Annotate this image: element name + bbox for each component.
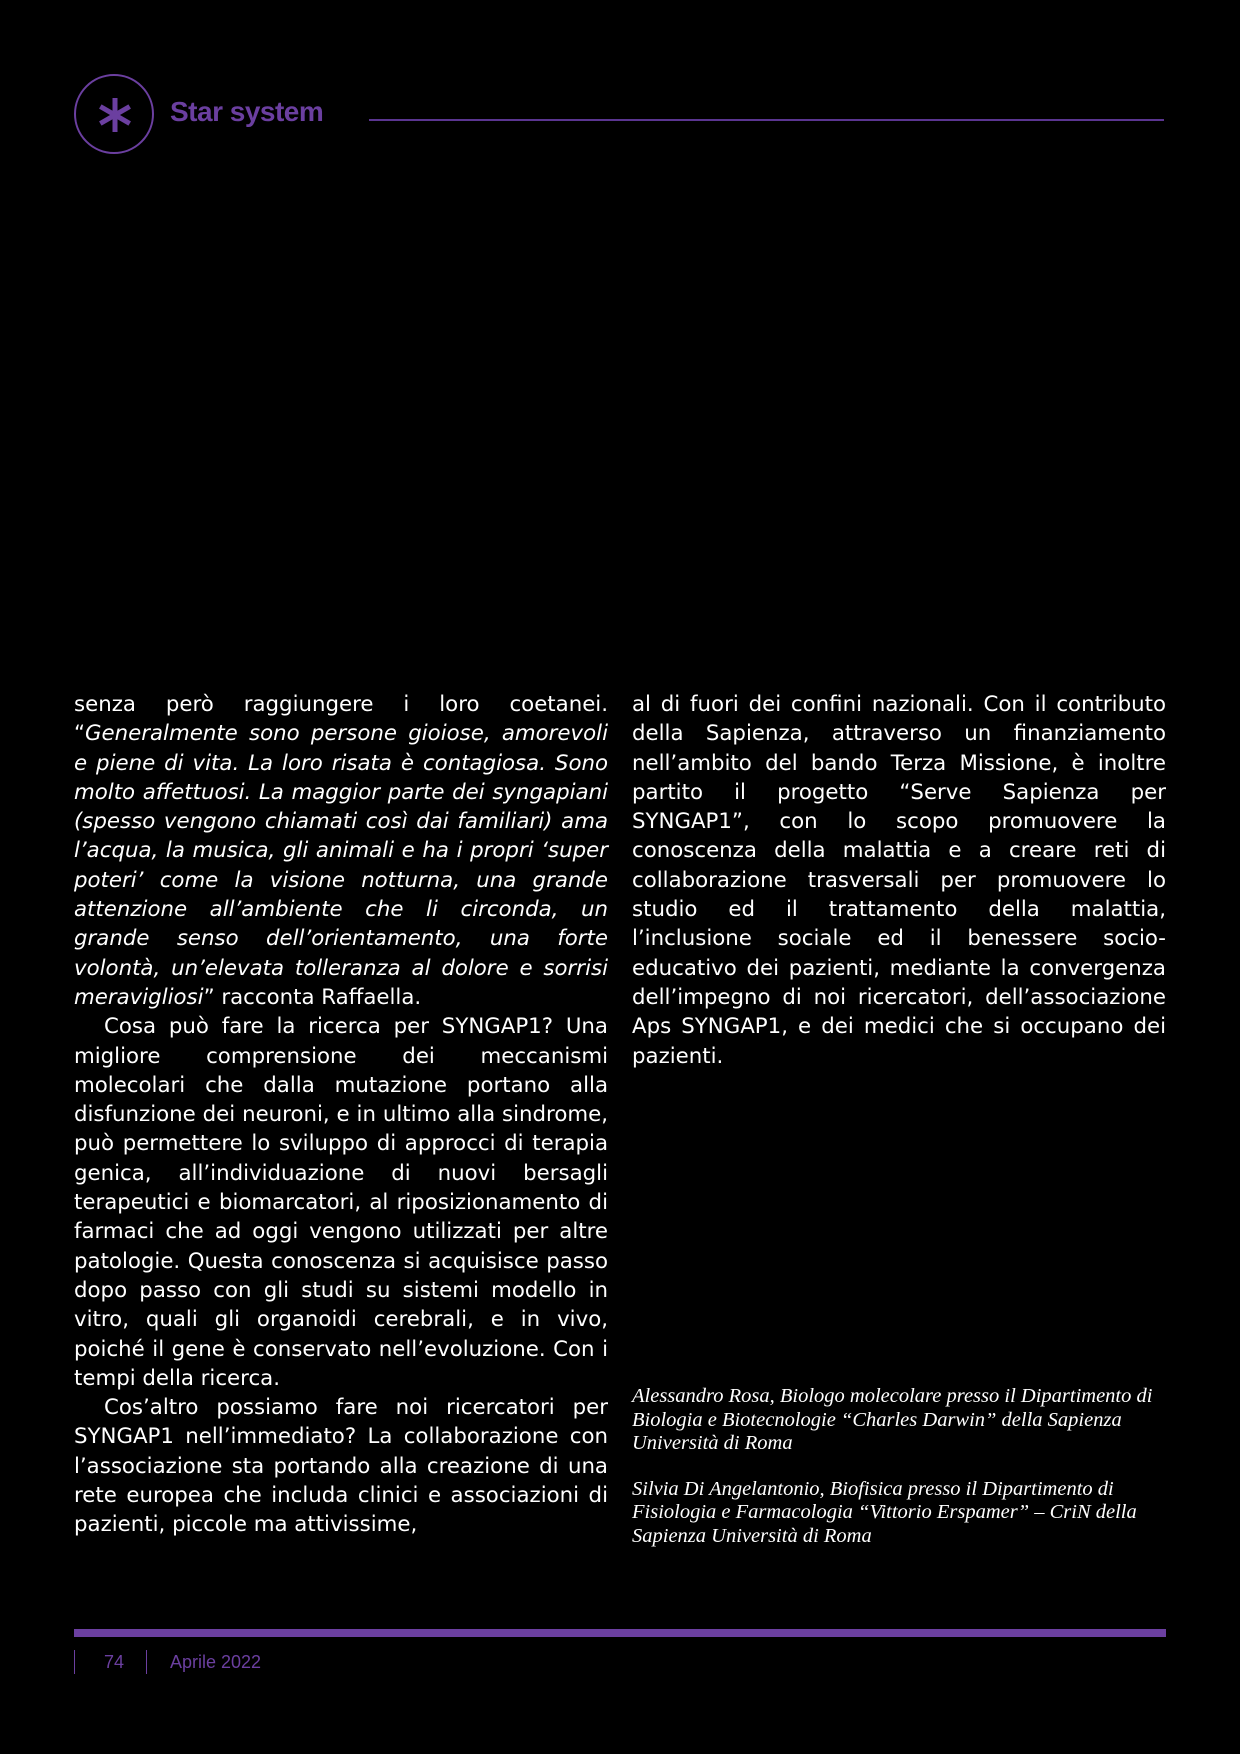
article-column-right (632, 690, 1166, 1110)
section-title: Star system (170, 96, 324, 127)
quote: Generalmente sono persone gioiose, amorevoli e piene di vita. La loro risata è contagiosa. Sono molto affettuosi. La maggior parte dei syngapiani (spesso vengono chiamati così dai familiari) ama l’acqua, la musica, gli animali e ha i propri ‘super poteri’ come la visione notturna, una grande attenzione all’ambiente che li circonda, un grande senso dell’orientamento, una forte volontà, un’elevata tolleranza al dolore e sorrisi meravigliosi (74, 721, 608, 1010)
footer-bar (74, 1629, 1166, 1637)
header-divider (369, 119, 1164, 121)
article-image-area (74, 180, 1164, 680)
paragraph: Cosa può fare la ricerca per SYNGAP1? Una migliore comprensione dei meccanismi molecolari che dalla mutazione portano alla disfunzione dei neuroni, e in ultimo alla sindrome, può permettere lo sviluppo di approcci di terapia genica, all’individuazione di nuovi bersagli terapeutici e biomarcatori, al riposizionamento di farmaci che ad oggi vengono utilizzati per altre patologie. Questa conoscenza si acquisisce passo dopo passo con gli studi su sistemi modello in vitro, quali gli organoidi cerebrali, e in vivo, poiché il gene è conservato nell’evoluzione. Con i tempi della ricerca. (74, 1014, 608, 1391)
paragraph: al di fuori dei confini nazionali. Con il contributo della Sapienza, attraverso un finanziamento nell’ambito del bando Terza Missione, è inoltre partito il progetto “Serve Sapienza per SYNGAP1”, con lo scopo promuovere la conoscenza della malattia e a creare reti di collaborazione trasversali per promuovere lo studio ed il trattamento della malattia, l’inclusione sociale ed il benessere socio-educativo dei pazienti, mediante la convergenza dell’impegno di noi ricercatori, dell’associazione Aps SYNGAP1, e dei medici che si occupano dei pazienti. (632, 692, 1166, 1069)
page-number: 74 (104, 1652, 125, 1672)
issue-date: Aprile 2022 (170, 1652, 262, 1672)
paragraph: senza però raggiungere i loro coetanei. “Generalmente sono persone gioiose, amorevoli e piene di vita. La loro risata è contagiosa. Sono molto affettuosi. La maggior parte dei syngapiani (spesso vengono chiamati così dai familiari) ama l’acqua, la musica, gli animali e ha i propri ‘super poteri’ come la visione notturna, una grande attenzione all’ambiente che li circonda, un grande senso dell’orientamento, una forte volontà, un’elevata tolleranza al dolore e sorrisi meravigliosi” racconta Raffaella. (74, 692, 608, 1010)
author-credit: Silvia Di Angelantonio, Biofisica presso il Dipartimento di Fisiologia e Farmacologia “Vittorio Erspamer” – CriN della Sapienza Università di Roma (632, 1477, 1137, 1547)
author-credit: Alessandro Rosa, Biologo molecolare presso il Dipartimento di Biologia e Biotecnologie “Charles Darwin” della Sapienza Università di Roma (632, 1385, 1153, 1454)
page-header (74, 74, 1164, 158)
footer-separator (74, 1650, 75, 1674)
paragraph: Cos’altro possiamo fare noi ricercatori per SYNGAP1 nell’immediato? La collaborazione con l’associazione sta portando alla creazione di una rete europea che includa clinici e associazioni di pazienti, piccole ma attivissime, (74, 1395, 608, 1538)
article-column-left (74, 690, 608, 1590)
asterisk-icon (96, 96, 134, 134)
footer-separator (146, 1650, 147, 1674)
section-logo (74, 74, 154, 154)
author-credits (632, 1385, 1166, 1570)
